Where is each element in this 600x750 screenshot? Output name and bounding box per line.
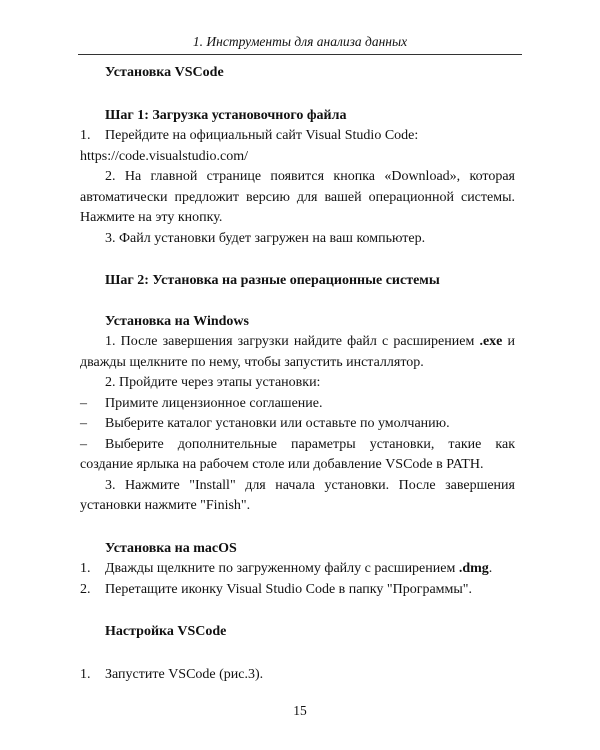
macos-heading: Установка на macOS [105,540,237,556]
windows-bullet-3 [80,435,515,476]
macos-item-2 [80,580,515,601]
list-marker: 1. [80,666,91,682]
step1-item-1 [80,126,515,147]
windows-bullet-2 [80,414,515,435]
dash-marker: – [80,436,87,452]
setup-item-1-text: Запустите VSCode (рис.3). [105,666,264,682]
macos-item-2-text: Перетащите иконку Visual Studio Code в папку "Программы". [105,581,473,597]
windows-para-1-start: 1. После завершения загрузки найдите файл с расширением [105,334,480,349]
running-header: 1. Инструменты для анализа данных [192,34,408,49]
list-marker: 1. [80,561,91,576]
setup-heading: Настройка VSCode [105,624,227,639]
step1-heading: Шаг 1: Загрузка установочного файла [105,107,347,123]
windows-bullet-2-text: Выберите каталог установки или оставьте по умолчанию. [105,416,450,431]
header-rule [78,54,522,55]
vscode-url: https://code.visualstudio.com/ [80,148,248,164]
windows-para-1-end: и дважды щелкните по нему, чтобы запустить инсталлятор. [80,334,516,370]
step1-para-2: 2. На главной странице появится кнопка «Download», которая автоматически предложит версию для вашей операционной системы. Нажмите на эту кнопку. [80,169,515,225]
windows-para-3: 3. Нажмите "Install" для начала установки. После завершения установки нажмите "Finish". [80,477,515,513]
step1-para-3: 3. Файл установки будет загружен на ваш компьютер. [105,230,426,246]
list-marker: 2. [80,581,91,597]
macos-item-1-start: Дважды щелкните по загруженному файлу с расширением [105,561,459,576]
windows-bullet-3-text: Выберите дополнительные параметры установки, такие как создание ярлыка на рабочем столе или добавление VSCode в PATH. [80,436,515,472]
setup-item-1 [80,665,515,686]
list-marker: 1. [80,128,91,143]
macos-item-1-end: . [488,561,493,576]
macos-item-1 [80,559,515,580]
windows-para-1 [80,332,515,373]
dash-marker: – [80,416,87,431]
windows-bullet-1 [80,394,515,415]
step2-heading: Шаг 2: Установка на разные операционные системы [105,273,440,288]
windows-bullet-1-text: Примите лицензионное соглашение. [105,395,323,411]
windows-heading: Установка на Windows [105,313,249,329]
windows-para-2: 2. Пройдите через этапы установки: [105,375,321,390]
dmg-extension: .dmg [458,561,489,576]
dash-marker: – [80,395,87,411]
page-number: 15 [293,703,307,718]
exe-extension: .exe [479,334,503,349]
step1-item-1-text: Перейдите на официальный сайт Visual Studio Code: [105,128,419,143]
page-content [80,58,515,685]
section-title: Установка VSCode [105,65,224,80]
